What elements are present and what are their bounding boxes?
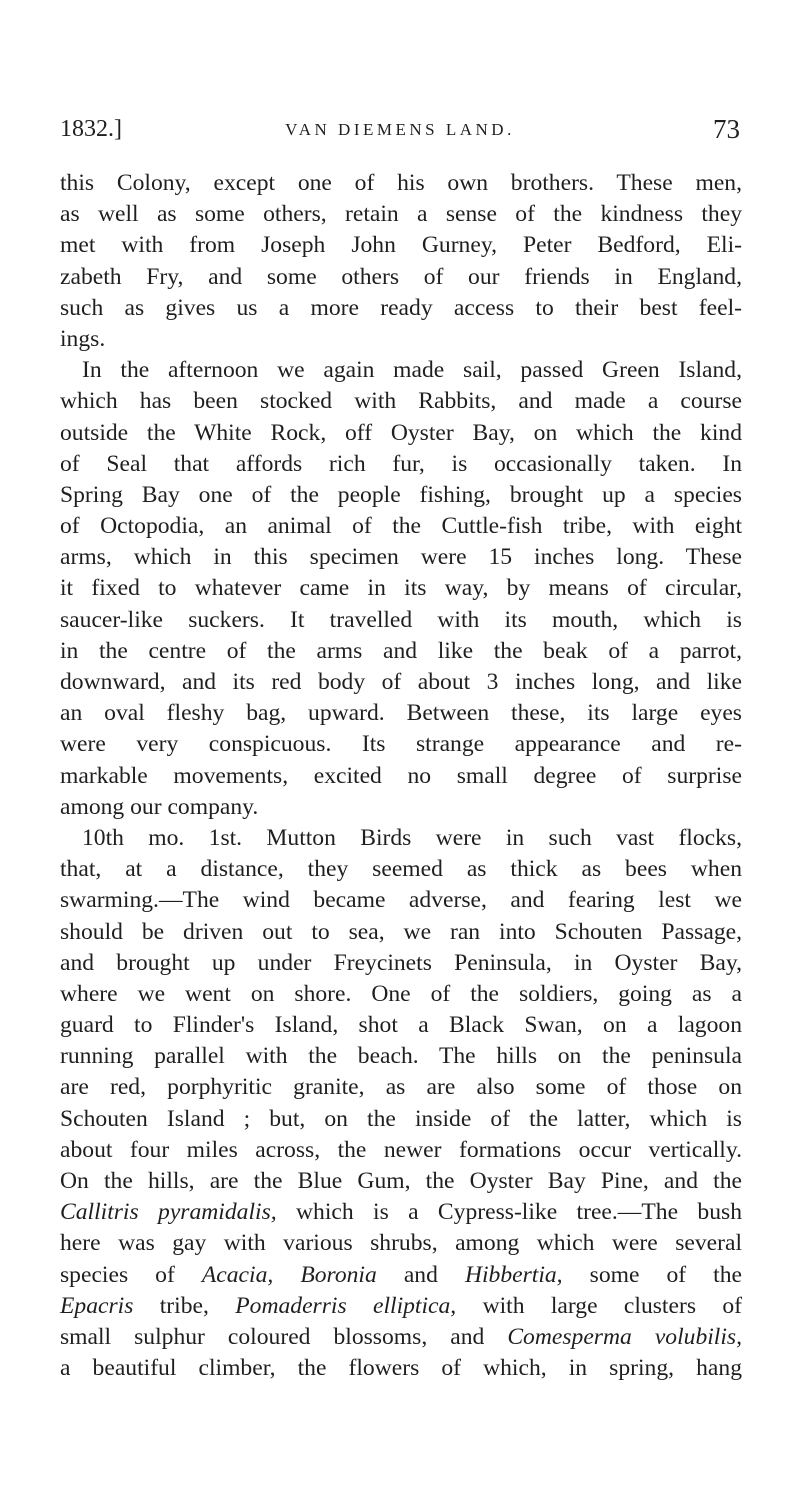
- text-line: were very conspicuous. Its strange appearance and re-: [60, 731, 742, 758]
- text-line: [60, 1291, 742, 1322]
- body-text: [60, 168, 742, 1384]
- text-line: of Seal that affords rich fur, is occasionally taken. In: [60, 450, 742, 477]
- text-line: running parallel with the beach. The hills on the peninsula: [60, 1043, 742, 1070]
- page-number: 73: [713, 114, 740, 144]
- text-line: it fixed to whatever came in its way, by means of circular,: [60, 575, 742, 602]
- header-year: 1832.]: [60, 116, 122, 142]
- text-line: ings.: [60, 325, 106, 352]
- text-run: tribe,: [133, 1292, 236, 1319]
- text-run: species of: [60, 1261, 202, 1288]
- text-line: [60, 1260, 742, 1291]
- text-line: among our company.: [60, 793, 259, 820]
- italic-species-name: Hibbertia,: [464, 1261, 563, 1288]
- text-line: which has been stocked with Rabbits, and made a course: [60, 388, 742, 415]
- text-line: an oval fleshy bag, upward. Between these, its large eyes: [60, 700, 742, 727]
- text-run: some of the: [562, 1261, 742, 1288]
- text-line: On the hills, are the Blue Gum, the Oyster Bay Pine, and the: [60, 1168, 742, 1194]
- text-line: such as gives us a more ready access to their best feel-: [60, 294, 742, 321]
- text-line: zabeth Fry, and some others of our friends in England,: [60, 263, 742, 290]
- italic-species-name: Boronia: [300, 1261, 377, 1288]
- text-line: guard to Flinder's Island, shot a Black Swan, on a lagoon: [60, 1012, 742, 1039]
- text-line: this Colony, except one of his own brothers. These men,: [60, 170, 742, 196]
- text-run: with large clusters of: [456, 1292, 742, 1319]
- italic-species-name: Callitris pyramidalis,: [60, 1199, 277, 1226]
- running-header: [60, 112, 740, 152]
- text-line: 10th mo. 1st. Mutton Birds were in such vast flocks,: [82, 824, 742, 851]
- text-line: as well as some others, retain a sense of the kindness they: [60, 201, 742, 228]
- text-run: [273, 1262, 300, 1288]
- text-line: and brought up under Freycinets Peninsula, in Oyster Bay,: [60, 949, 742, 976]
- text-line: [60, 1322, 742, 1353]
- text-line: [60, 1197, 742, 1228]
- text-line: that, at a distance, they seemed as thick as bees when: [60, 856, 742, 883]
- text-line: a beautiful climber, the flowers of which, in spring, hang: [60, 1355, 742, 1382]
- text-line: downward, and its red body of about 3 inches long, and like: [60, 669, 742, 695]
- text-line: in the centre of the arms and like the beak of a parrot,: [60, 637, 742, 664]
- text-line: arms, which in this specimen were 15 inches long. These: [60, 544, 742, 571]
- italic-species-name: Acacia,: [201, 1261, 274, 1288]
- text-line: markable movements, excited no small degree of surprise: [60, 762, 742, 789]
- italic-species-name: Pomaderris elliptica,: [235, 1292, 457, 1319]
- italic-species-name: Comesperma volubilis,: [507, 1323, 742, 1350]
- text-run: which is a Cypress-like tree.—The bush: [276, 1199, 742, 1226]
- text-line: met with from Joseph John Gurney, Peter Bedford, Eli-: [60, 232, 742, 259]
- text-line: Schouten Island ; but, on the inside of the latter, which is: [60, 1105, 742, 1132]
- text-line: In the afternoon we again made sail, passed Green Island,: [82, 357, 742, 384]
- text-line: of Octopodia, an animal of the Cuttle-fish tribe, with eight: [60, 513, 742, 540]
- header-title: VAN DIEMENS LAND.: [285, 120, 515, 139]
- text-run: small sulphur coloured blossoms, and: [60, 1323, 508, 1350]
- text-line: are red, porphyritic granite, as are also some of those on: [60, 1074, 742, 1101]
- text-line: here was gay with various shrubs, among which were several: [60, 1230, 742, 1257]
- text-line: swarming.—The wind became adverse, and fearing lest we: [60, 887, 742, 914]
- text-line: Spring Bay one of the people fishing, brought up a species: [60, 481, 742, 508]
- text-line: saucer-like suckers. It travelled with its mouth, which is: [60, 606, 742, 633]
- italic-species-name: Epacris: [60, 1292, 134, 1319]
- text-line: about four miles across, the newer formations occur vertically.: [60, 1136, 742, 1163]
- text-line: outside the White Rock, off Oyster Bay, on which the kind: [60, 419, 742, 446]
- text-line: where we went on shore. One of the soldiers, going as a: [60, 980, 742, 1007]
- text-line: should be driven out to sea, we ran into Schouten Passage,: [60, 918, 742, 945]
- text-run: and: [376, 1261, 465, 1288]
